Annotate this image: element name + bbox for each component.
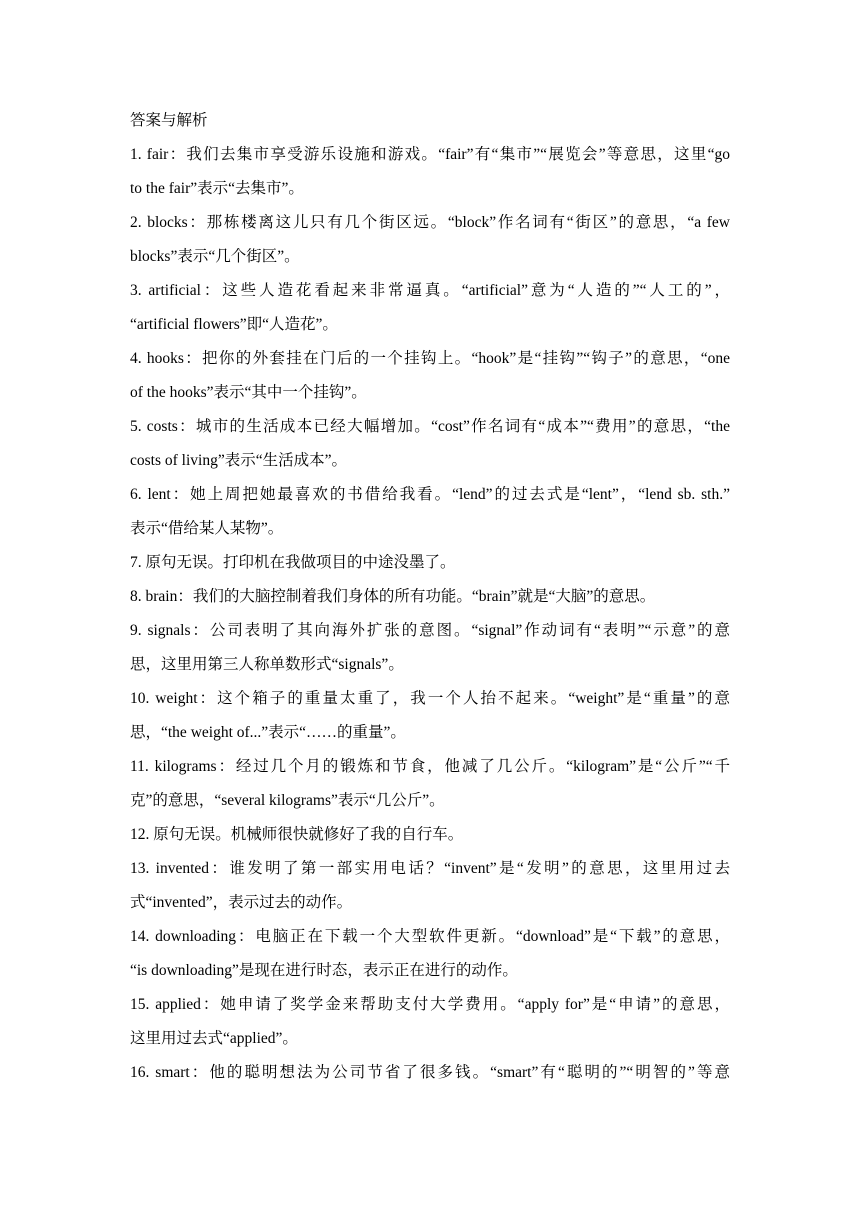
answer-line: costs of living”表示“生活成本”。 (130, 452, 347, 469)
answer-line: 13. invented：谁发明了第一部实用电话？“invent”是“发明”的意思，这里用过去 (130, 860, 730, 877)
answer-line: 这里用过去式“applied”。 (130, 1030, 298, 1047)
answer-line: 7. 原句无误。打印机在我做项目的中途没墨了。 (130, 554, 456, 571)
answer-line: 8. brain：我们的大脑控制着我们身体的所有功能。“brain”就是“大脑”的意思。 (130, 588, 656, 605)
answer-line: 3. artificial：这些人造花看起来非常逼真。“artificial”意为“人造的”“人工的”， (130, 282, 730, 299)
answer-line: 10. weight：这个箱子的重量太重了，我一个人抬不起来。“weight”是“重量”的意 (130, 690, 730, 707)
answer-line: to the fair”表示“去集市”。 (130, 180, 304, 197)
answer-line: 思，“the weight of...”表示“……的重量”。 (130, 724, 406, 741)
answer-line: 式“invented”，表示过去的动作。 (130, 894, 353, 911)
answer-line: 克”的意思，“several kilograms”表示“几公斤”。 (130, 792, 445, 809)
answer-line: 5. costs：城市的生活成本已经大幅增加。“cost”作名词有“成本”“费用”的意思，“the (130, 418, 730, 435)
answer-line: “artificial flowers”即“人造花”。 (130, 316, 338, 333)
answer-line: 15. applied：她申请了奖学金来帮助支付大学费用。“apply for”是“申请”的意思， (130, 996, 730, 1013)
section-heading: 答案与解析 (130, 112, 208, 129)
answer-line: 12. 原句无误。机械师很快就修好了我的自行车。 (130, 826, 464, 843)
answer-line: 思，这里用第三人称单数形式“signals”。 (130, 656, 404, 673)
answer-line: 6. lent：她上周把她最喜欢的书借给我看。“lend”的过去式是“lent”，“lend sb. sth.” (130, 486, 730, 503)
answer-line: 16. smart：他的聪明想法为公司节省了很多钱。“smart”有“聪明的”“明智的”等意 (130, 1064, 730, 1081)
answer-line: 表示“借给某人某物”。 (130, 520, 284, 537)
answer-line: 14. downloading：电脑正在下载一个大型软件更新。“download”是“下载”的意思， (130, 928, 730, 945)
answer-line: “is downloading”是现在进行时态，表示正在进行的动作。 (130, 962, 518, 979)
answer-line: 1. fair：我们去集市享受游乐设施和游戏。“fair”有“集市”“展览会”等意思，这里“go (130, 146, 730, 163)
answer-line: 2. blocks：那栋楼离这儿只有几个街区远。“block”作名词有“街区”的意思，“a few (130, 214, 730, 231)
answer-line: blocks”表示“几个街区”。 (130, 248, 300, 265)
answer-document (130, 104, 730, 1090)
answer-line: 9. signals：公司表明了其向海外扩张的意图。“signal”作动词有“表明”“示意”的意 (130, 622, 730, 639)
answer-line: of the hooks”表示“其中一个挂钩”。 (130, 384, 367, 401)
answer-line: 11. kilograms：经过几个月的锻炼和节食，他减了几公斤。“kilogram”是“公斤”“千 (130, 758, 730, 775)
answer-line: 4. hooks：把你的外套挂在门后的一个挂钩上。“hook”是“挂钩”“钩子”的意思，“one (130, 350, 730, 367)
